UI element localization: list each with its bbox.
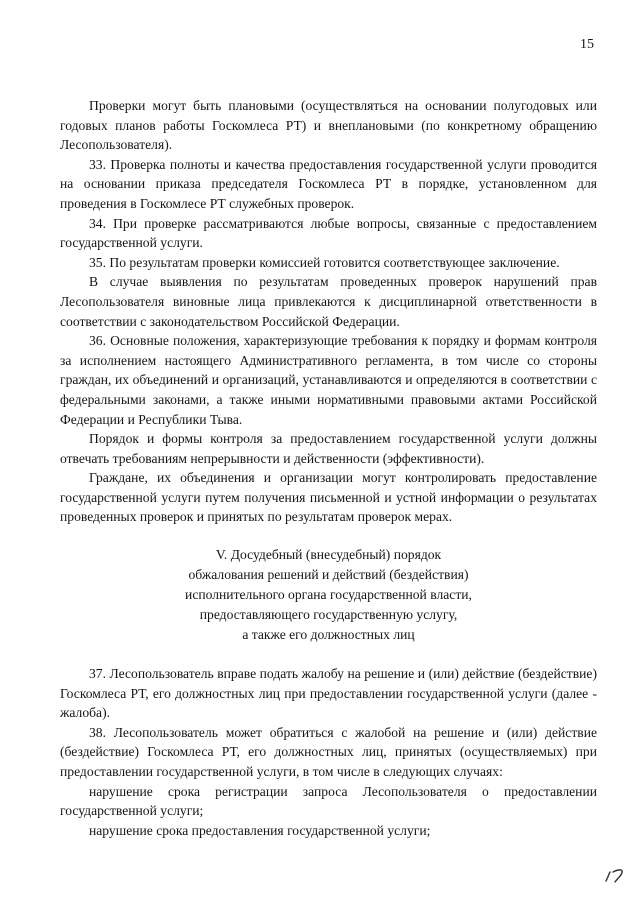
- paragraph-34: 34. При проверке рассматриваются любые вопросы, связанные с предоставлением государственной услуги.: [60, 215, 597, 251]
- section-heading-line: предоставляющего государственную услугу,: [199, 607, 458, 623]
- paragraph-inspections-types: Проверки могут быть плановыми (осуществляться на основании полугодовых или годовых планов работы Госкомлеса РТ) и внеплановыми (по конкретному обращению Лесопользователя).: [60, 98, 597, 153]
- paragraph-33: 33. Проверка полноты и качества предоставления государственной услуги проводится на основании приказа председателя Госкомлеса РТ в порядке, установленном для проведения в Госкомлесе РТ служебных проверок.: [60, 156, 597, 211]
- paragraph-violations: В случае выявления по результатам проведенных проверок нарушений прав Лесопользователя виновные лица привлекаются к дисциплинарной ответственности в соответствии с законодательством Российской Федерации.: [60, 274, 597, 329]
- section-heading-line: исполнительного органа государственной власти,: [185, 587, 472, 603]
- list-item: нарушение срока предоставления государственной услуги;: [89, 822, 431, 838]
- paragraph-38: 38. Лесопользователь может обратиться с жалобой на решение и (или) действие (бездействие) Госкомлеса РТ, его должностных лиц, принятых (осуществляемых) при предоставлении государственной услуги, в том числе в следующих случаях:: [60, 724, 597, 780]
- section-heading-line: обжалования решений и действий (бездействия): [188, 567, 469, 583]
- paragraph-36: 36. Основные положения, характеризующие требования к порядку и формам контроля за исполнением настоящего Административного регламента, в том числе со стороны граждан, их объединений и организаций, устанавливаются и определяются в соответствии с федеральными законами, а также иными нормативными правовыми актами Российской Федерации и Республики Тыва.: [60, 333, 597, 427]
- page-number: 15: [580, 37, 594, 52]
- page-body: [60, 96, 597, 840]
- list-item: нарушение срока регистрации запроса Лесопользователя о предоставлении государственной услуги;: [60, 783, 597, 819]
- section-heading: [60, 545, 597, 645]
- paragraph-35: 35. По результатам проверки комиссией готовится соответствующее заключение.: [89, 254, 560, 270]
- paragraph-control-forms: Порядок и формы контроля за предоставлением государственной услуги должны отвечать требованиям непрерывности и действенности (эффективности).: [60, 431, 597, 466]
- paragraph-citizens-control: Граждане, их объединения и организации могут контролировать предоставление государственной услуги путем получения письменной и устной информации о результатах проведенных проверок и принятых по результатам проверок мерах.: [60, 470, 597, 525]
- section-heading-line: а также его должностных лиц: [242, 627, 415, 643]
- paragraph-37: 37. Лесопользователь вправе подать жалобу на решение и (или) действие (бездействие) Госкомлеса РТ, его должностных лиц при предоставлении государственной услуги (далее - жалоба).: [60, 666, 597, 721]
- section-heading-line: V. Досудебный (внесудебный) порядок: [215, 547, 442, 563]
- handwritten-mark-icon: [604, 866, 626, 884]
